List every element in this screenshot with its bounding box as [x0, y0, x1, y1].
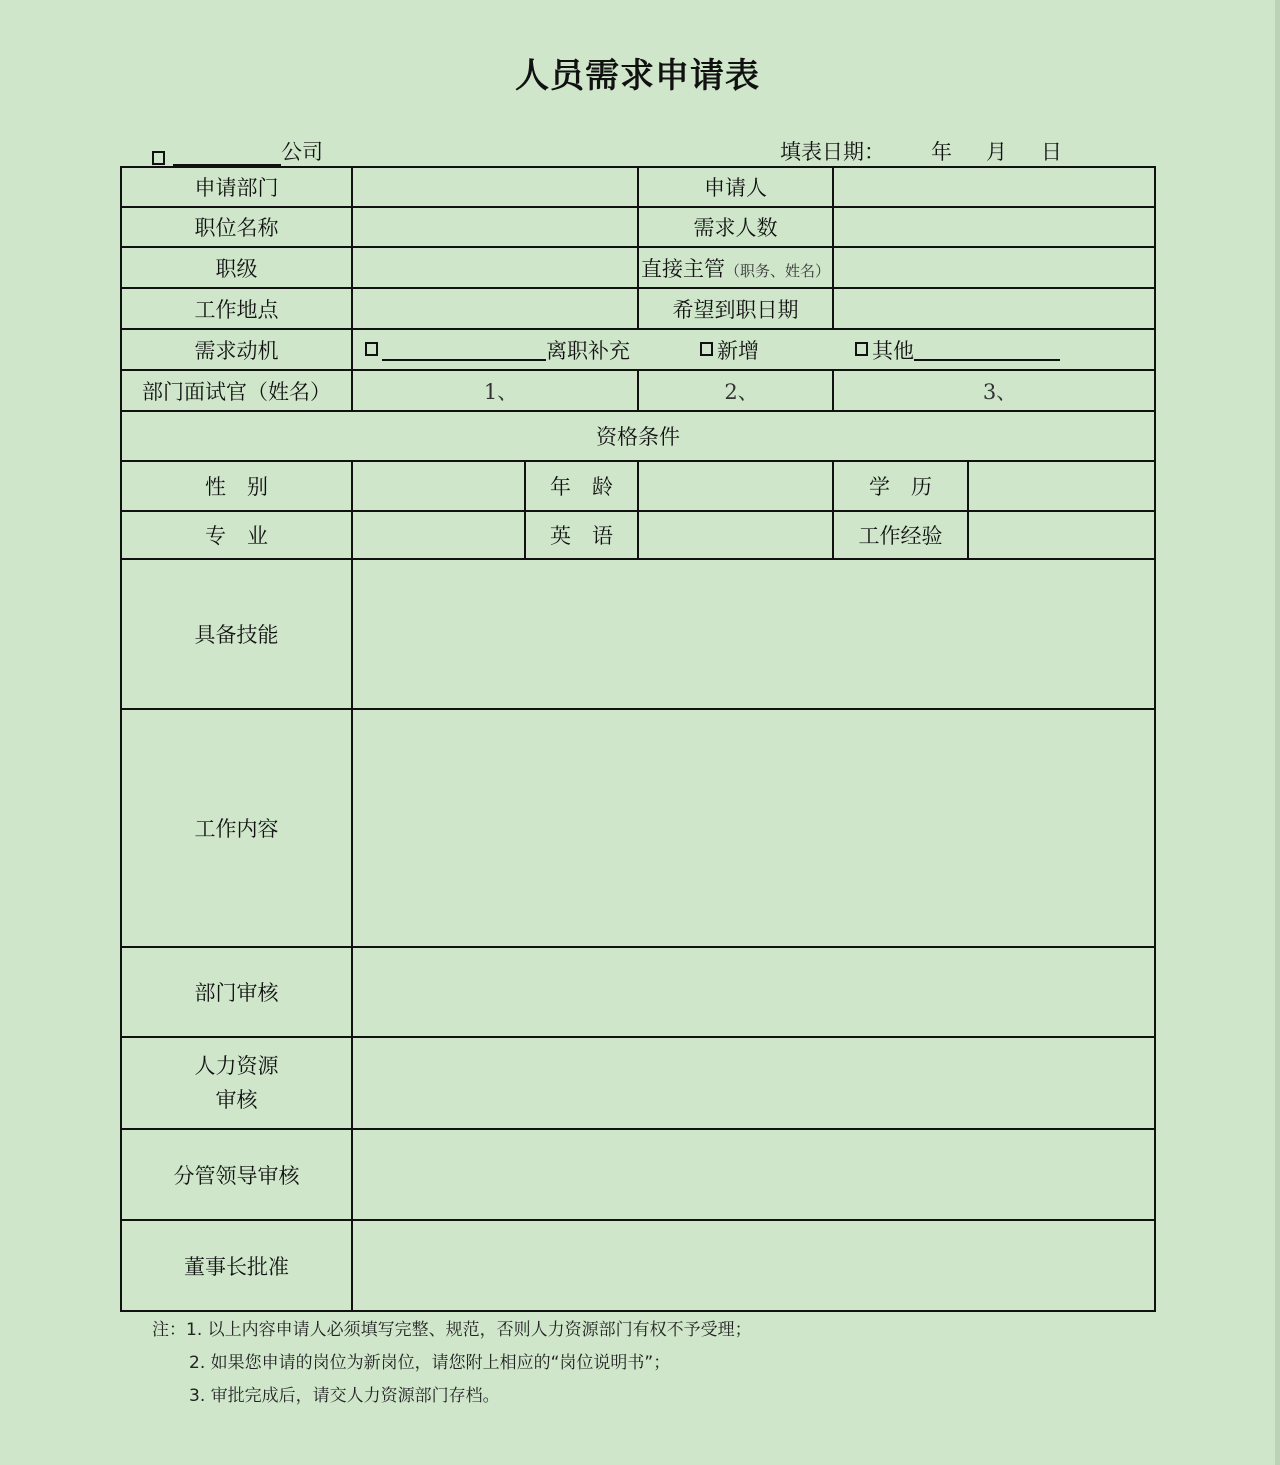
major-input[interactable] [352, 511, 525, 559]
leader-review-input[interactable] [352, 1129, 1155, 1220]
motive-replacement-checkbox[interactable] [365, 342, 378, 356]
interviewer-1-input[interactable]: 1、 [352, 370, 638, 411]
label-skills: 具备技能 [121, 559, 352, 709]
duties-input[interactable] [352, 709, 1155, 947]
label-level: 职级 [121, 247, 352, 288]
label-department: 申请部门 [121, 167, 352, 207]
label-supervisor [638, 247, 833, 288]
row-position [121, 207, 1155, 247]
label-applicant: 申请人 [638, 167, 833, 207]
label-education: 学 历 [833, 461, 968, 511]
year-label: 年 [931, 140, 952, 164]
label-position: 职位名称 [121, 207, 352, 247]
label-motive: 需求动机 [121, 329, 352, 370]
supervisor-label: 直接主管 [640, 256, 725, 281]
label-dept-review: 部门审核 [121, 947, 352, 1037]
age-input[interactable] [638, 461, 833, 511]
experience-input[interactable] [968, 511, 1155, 559]
hr-review-input[interactable] [352, 1037, 1155, 1129]
hr-review-line2: 审核 [215, 1088, 258, 1112]
motive-other-input[interactable] [914, 339, 1060, 361]
row-dept-review [121, 947, 1155, 1037]
department-input[interactable] [352, 167, 638, 207]
page-title: 人员需求申请表 [515, 56, 760, 96]
day-label: 日 [1041, 140, 1062, 164]
row-location [121, 288, 1155, 329]
label-age: 年 龄 [525, 461, 638, 511]
note-2: 2. 如果您申请的岗位为新岗位，请您附上相应的“岗位说明书”； [189, 1353, 671, 1373]
label-location: 工作地点 [121, 288, 352, 329]
row-qualifications-heading [121, 411, 1155, 461]
row-interviewers [121, 370, 1155, 411]
company-suffix: 公司 [281, 140, 323, 164]
position-input[interactable] [352, 207, 638, 247]
company-name-input[interactable] [173, 144, 281, 166]
education-input[interactable] [968, 461, 1155, 511]
company-checkbox[interactable] [152, 151, 165, 165]
row-level [121, 247, 1155, 288]
label-headcount: 需求人数 [638, 207, 833, 247]
fill-date [780, 136, 1062, 166]
company-field [152, 136, 323, 166]
motive-new-label: 新增 [717, 338, 759, 363]
row-qualifications-1 [121, 461, 1155, 511]
applicant-input[interactable] [833, 167, 1155, 207]
interviewer-3-input[interactable]: 3、 [833, 370, 1155, 411]
month-label: 月 [986, 140, 1007, 164]
interviewer-2-input[interactable]: 2、 [638, 370, 833, 411]
label-chairman-approval: 董事长批准 [121, 1220, 352, 1311]
notes [152, 1314, 752, 1413]
level-input[interactable] [352, 247, 638, 288]
label-start-date: 希望到职日期 [638, 288, 833, 329]
label-gender: 性 别 [121, 461, 352, 511]
row-hr-review [121, 1037, 1155, 1129]
row-chairman-approval [121, 1220, 1155, 1311]
label-leader-review: 分管领导审核 [121, 1129, 352, 1220]
english-input[interactable] [638, 511, 833, 559]
date-label: 填表日期： [780, 140, 885, 164]
motive-replacement-label: 离职补充 [546, 338, 630, 363]
supervisor-input[interactable] [833, 247, 1155, 288]
row-motive [121, 329, 1155, 370]
row-duties [121, 709, 1155, 947]
label-hr-review [121, 1037, 352, 1129]
qualifications-heading: 资格条件 [121, 411, 1155, 461]
motive-other-checkbox[interactable] [855, 342, 868, 356]
location-input[interactable] [352, 288, 638, 329]
label-interviewers: 部门面试官（姓名） [121, 370, 352, 411]
application-form [120, 166, 1156, 1312]
note-1 [152, 1314, 752, 1347]
dept-review-input[interactable] [352, 947, 1155, 1037]
motive-other-label: 其他 [872, 338, 914, 363]
motive-new-checkbox[interactable] [700, 342, 713, 356]
note-1-text: 1. 以上内容申请人必须填写完整、规范，否则人力资源部门有权不予受理； [186, 1320, 752, 1340]
row-leader-review [121, 1129, 1155, 1220]
label-duties: 工作内容 [121, 709, 352, 947]
label-english: 英 语 [525, 511, 638, 559]
gender-input[interactable] [352, 461, 525, 511]
hr-review-line1: 人力资源 [194, 1054, 279, 1078]
motive-replacement-input[interactable] [382, 339, 546, 361]
supervisor-note: （职务、姓名） [724, 261, 830, 280]
row-skills [121, 559, 1155, 709]
chairman-approval-input[interactable] [352, 1220, 1155, 1311]
page-edge [1275, 0, 1280, 1465]
notes-prefix: 注： [152, 1320, 186, 1340]
skills-input[interactable] [352, 559, 1155, 709]
row-qualifications-2 [121, 511, 1155, 559]
motive-options [352, 329, 1155, 370]
start-date-input[interactable] [833, 288, 1155, 329]
note-3: 3. 审批完成后，请交人力资源部门存档。 [189, 1386, 500, 1406]
label-major: 专 业 [121, 511, 352, 559]
label-experience: 工作经验 [833, 511, 968, 559]
headcount-input[interactable] [833, 207, 1155, 247]
row-department [121, 167, 1155, 207]
